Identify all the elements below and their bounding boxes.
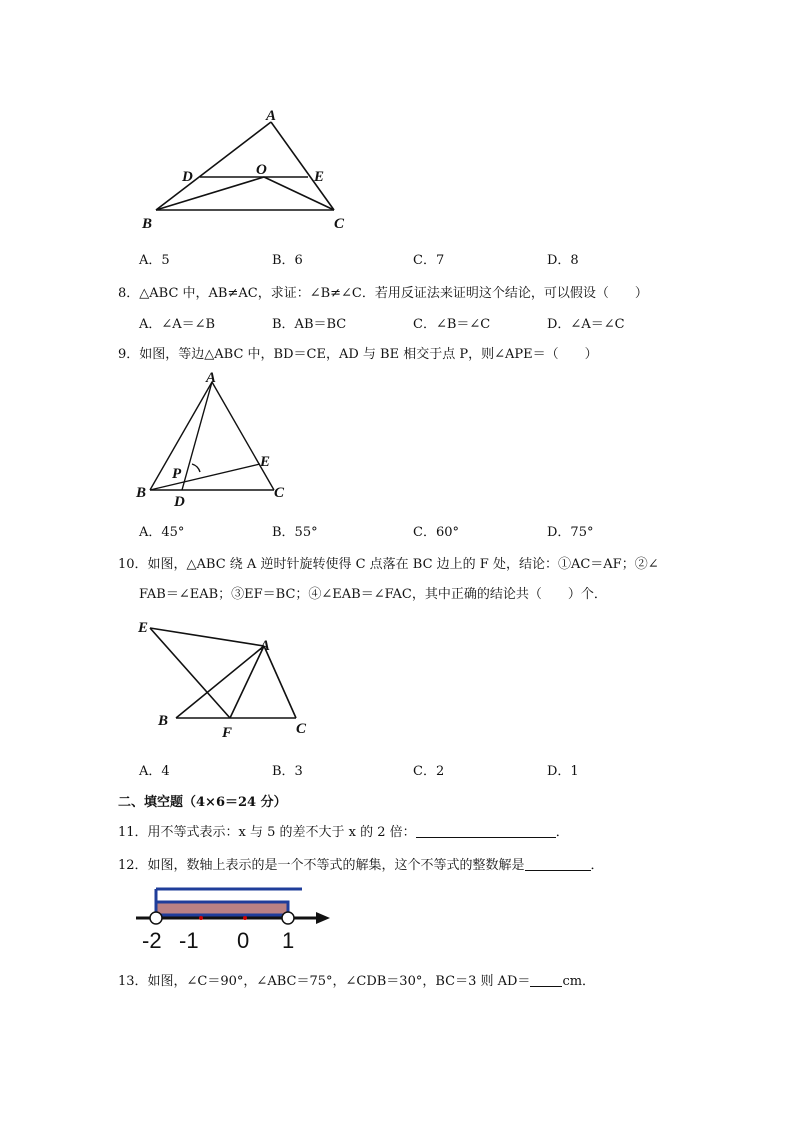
label-c: C <box>274 485 285 501</box>
q9-option-d: D．75° <box>547 525 594 540</box>
q7-option-b: B．6 <box>272 253 303 268</box>
q8-option-b: B．AB＝BC <box>272 317 347 332</box>
question-13-text: 13．如图，∠C＝90°，∠ABC＝75°，∠CDB＝30°，BC＝3 则 AD＝ <box>118 974 531 989</box>
tick-label-0: 0 <box>237 928 250 953</box>
label-p: P <box>172 466 182 482</box>
question-13 <box>118 970 595 989</box>
q9-option-a: A．45° <box>139 525 185 540</box>
section-fill-in-heading: 二、填空题（4×6＝24 分） <box>118 795 287 810</box>
q7-option-d: D．8 <box>547 253 579 268</box>
tick-label-neg2: -2 <box>142 928 162 953</box>
label-a: A <box>266 108 277 124</box>
question-12-end: ． <box>590 858 604 873</box>
question-11-text: 11．用不等式表示：x 与 5 的差不大于 x 的 2 倍： <box>118 825 416 840</box>
label-a: A <box>206 370 217 386</box>
q7-option-c: C．7 <box>413 253 445 268</box>
q10-option-a: A．4 <box>139 764 170 779</box>
q9-option-c: C．60° <box>413 525 459 540</box>
label-e: E <box>138 620 149 636</box>
q10-option-b: B．3 <box>272 764 303 779</box>
question-12-text: 12．如图，数轴上表示的是一个不等式的解集，这个不等式的整数解是 <box>118 858 525 873</box>
q8-option-c: C．∠B＝∠C <box>413 317 491 332</box>
label-b: B <box>158 713 169 729</box>
answer-blank-11[interactable] <box>416 825 556 838</box>
tick-label-1: 1 <box>282 928 295 953</box>
tick-label-neg1: -1 <box>179 928 199 953</box>
q9-option-b: B．55° <box>272 525 318 540</box>
figure-q7-triangle <box>138 104 360 234</box>
label-b: B <box>136 485 147 501</box>
question-13-unit: cm． <box>562 974 596 989</box>
q10-option-d: D．1 <box>547 764 579 779</box>
label-o: O <box>256 162 267 178</box>
answer-blank-12[interactable] <box>525 858 591 871</box>
label-e: E <box>260 454 271 470</box>
question-11 <box>118 821 569 840</box>
q8-option-a: A．∠A＝∠B <box>139 317 216 332</box>
answer-blank-13[interactable] <box>530 974 562 987</box>
label-a: A <box>260 638 271 654</box>
q8-option-d: D．∠A＝∠C <box>547 317 625 332</box>
question-9: 9．如图，等边△ABC 中，BD＝CE，AD 与 BE 相交于点 P，则∠APE＝（ ） <box>118 347 598 362</box>
figure-q12-number-line <box>136 882 336 956</box>
question-10-line-2: FAB＝∠EAB；③EF＝BC；④∠EAB＝∠FAC，其中正确的结论共（ ）个． <box>139 587 607 602</box>
question-10-line-1: 10．如图，△ABC 绕 A 逆时针旋转使得 C 点落在 BC 边上的 F 处，结论：①AC＝AF；②∠ <box>118 557 659 572</box>
label-e: E <box>314 169 325 185</box>
label-d: D <box>182 169 193 185</box>
label-f: F <box>222 725 233 741</box>
label-d: D <box>174 494 185 508</box>
q7-option-a: A．5 <box>139 253 170 268</box>
q10-option-c: C．2 <box>413 764 445 779</box>
figure-q10-rotation <box>134 614 318 744</box>
label-b: B <box>142 216 153 232</box>
question-11-end: ． <box>555 825 569 840</box>
question-8: 8．△ABC 中，AB≠AC，求证：∠B≠∠C．若用反证法来证明这个结论，可以假设（ ） <box>118 286 648 301</box>
question-12 <box>118 854 604 873</box>
label-c: C <box>296 721 307 737</box>
figure-q9-triangle <box>132 368 300 508</box>
label-c: C <box>334 216 345 232</box>
